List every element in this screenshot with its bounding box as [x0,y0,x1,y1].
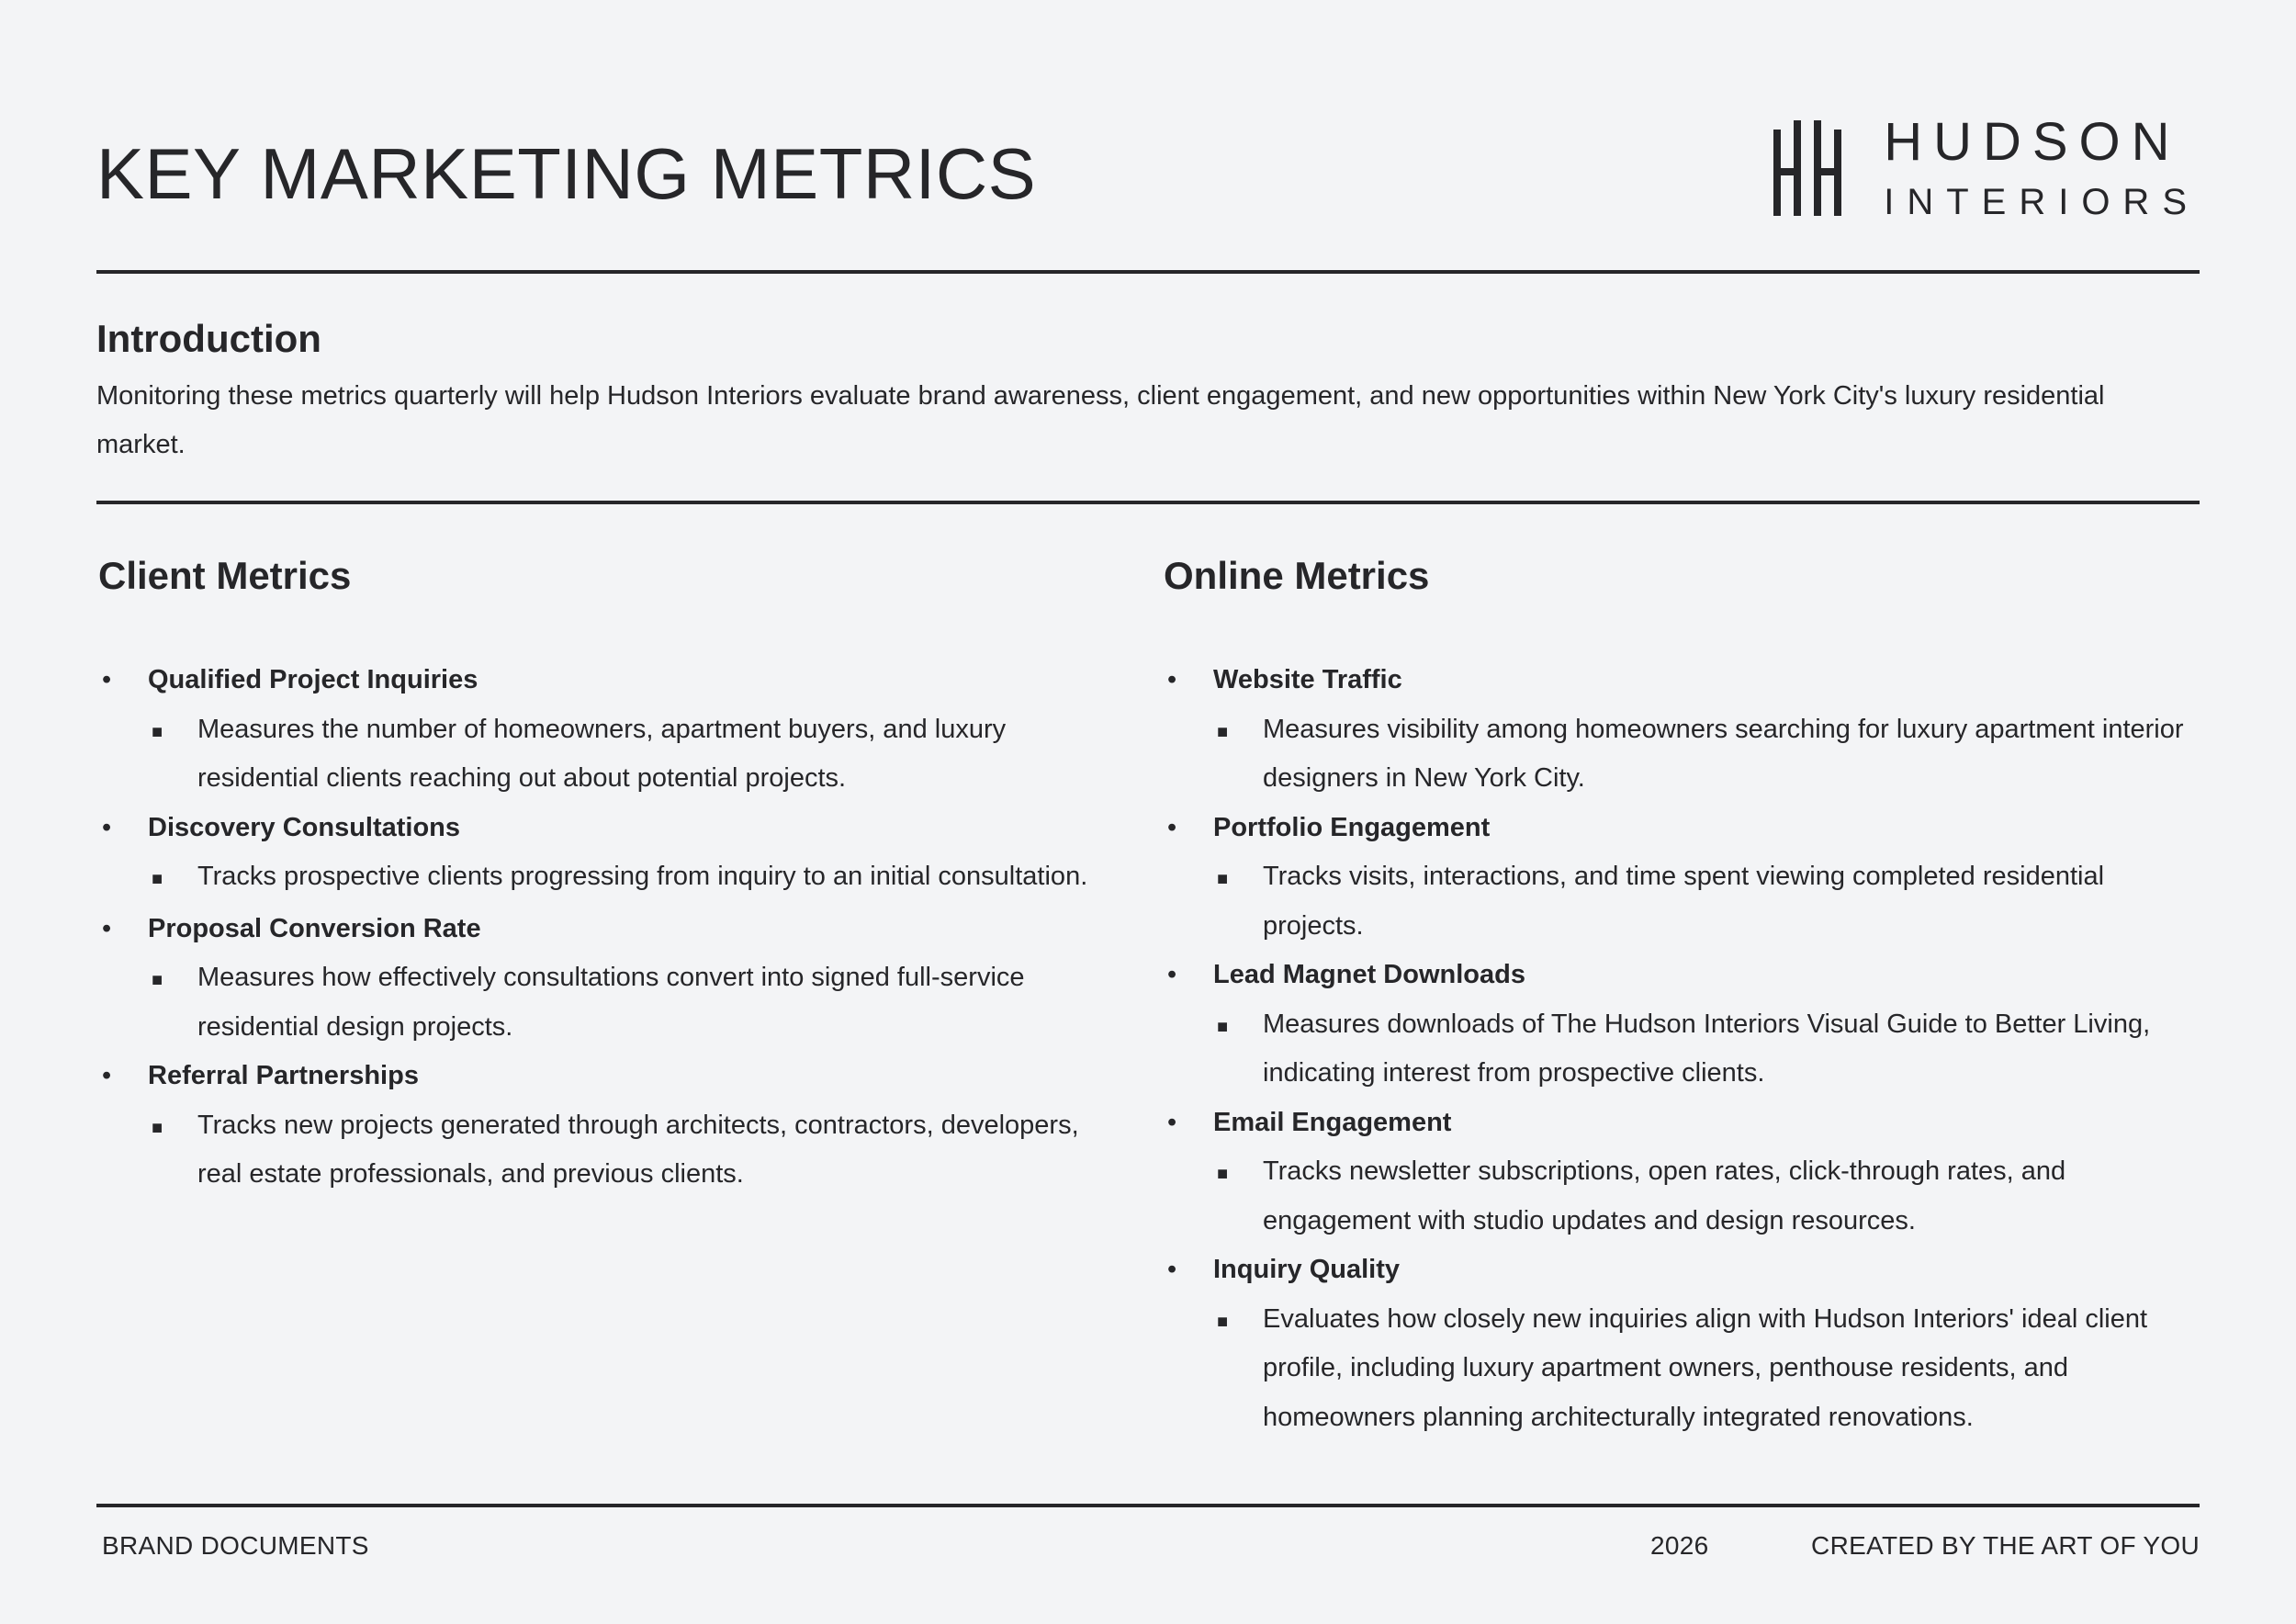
intro-heading: Introduction [96,317,321,360]
bullet-dot-icon: • [1167,665,1177,695]
bullet-dot-icon: • [1167,960,1177,990]
brand-logo [1773,112,2200,222]
online-metrics-heading: Online Metrics [1164,554,1430,597]
bullet-dot-icon: • [102,1061,112,1091]
footer-year: 2026 [1650,1531,1709,1560]
document-page [96,0,2200,1624]
metric-title: Discovery Consultations [148,812,461,842]
metric-item [1164,951,2192,1099]
metric-title: Referral Partnerships [148,1061,419,1091]
metric-description: Tracks prospective clients progressing from inquiry to an initial consultation. [197,862,1088,892]
footer-brand-documents: BRAND DOCUMENTS [102,1531,369,1560]
bullet-dot-icon: • [1167,1107,1177,1137]
metric-title: Proposal Conversion Rate [148,913,481,943]
metric-item [1164,804,2192,952]
bullet-square-icon: ■ [152,721,163,742]
bullet-dot-icon: • [102,913,112,943]
metric-title: Inquiry Quality [1213,1255,1401,1285]
metric-item [1164,1246,2192,1442]
metric-title: Lead Magnet Downloads [1213,960,1525,990]
metric-description: Measures how effectively consultations convert into signed full-service residential design projects. [197,963,1025,1042]
intro-divider [96,501,2200,504]
bullet-square-icon: ■ [1217,721,1229,742]
metric-item [1164,1099,2192,1246]
client-metrics-section [98,555,1127,1200]
metric-item [98,804,1127,905]
online-metrics-section [1164,555,2192,1442]
metric-description: Measures downloads of The Hudson Interiors Visual Guide to Better Living, indicating interest from prospective clients. [1263,1009,2151,1088]
logo-wordmark [1884,112,2200,222]
footer-credit: CREATED BY THE ART OF YOU [1811,1531,2200,1560]
metric-item [98,656,1127,804]
metric-title: Website Traffic [1213,665,1402,695]
bullet-square-icon: ■ [1217,1164,1229,1185]
metric-description: Tracks visits, interactions, and time spent viewing completed residential projects. [1263,862,2105,941]
metric-description: Measures visibility among homeowners searching for luxury apartment interior designers in New York City. [1263,714,2184,794]
metric-item [1164,656,2192,804]
bullet-dot-icon: • [102,665,112,695]
bullet-square-icon: ■ [152,970,163,991]
intro-paragraph: Monitoring these metrics quarterly will help Hudson Interiors evaluate brand awareness, client engagement, and new opportunities within New York City's luxury residential market. [96,381,2105,459]
logo-word-hudson: HUDSON [1884,112,2181,172]
bullet-square-icon: ■ [1217,1016,1229,1037]
metric-item [98,1052,1127,1200]
logo-word-interiors: INTERIORS [1884,182,2200,222]
metric-description: Tracks newsletter subscriptions, open rates, click-through rates, and engagement with studio updates and design resources. [1263,1156,2066,1235]
metric-title: Qualified Project Inquiries [148,665,478,695]
hudson-monogram-icon [1773,120,1841,216]
bullet-square-icon: ■ [152,869,163,890]
metric-title: Portfolio Engagement [1213,812,1491,842]
client-metrics-heading: Client Metrics [98,554,352,597]
metric-description: Tracks new projects generated through architects, contractors, developers, real estate professionals, and previous clients. [197,1110,1079,1190]
bullet-dot-icon: • [1167,812,1177,842]
bullet-dot-icon: • [1167,1255,1177,1285]
header-divider [96,270,2200,274]
bullet-square-icon: ■ [1217,869,1229,890]
bullet-square-icon: ■ [152,1117,163,1138]
metric-description: Evaluates how closely new inquiries align with Hudson Interiors' ideal client profile, including luxury apartment owners, penthouse residents, and homeowners planning architecturally integrated renovations. [1263,1303,2148,1432]
metric-item [98,905,1127,1053]
metric-title: Email Engagement [1213,1107,1452,1137]
metric-description: Measures the number of homeowners, apartment buyers, and luxury residential clients reaching out about potential projects. [197,714,1007,794]
page-title: KEY MARKETING METRICS [96,133,1037,214]
bullet-square-icon: ■ [1217,1311,1229,1332]
footer-divider [96,1504,2200,1507]
bullet-dot-icon: • [102,812,112,842]
